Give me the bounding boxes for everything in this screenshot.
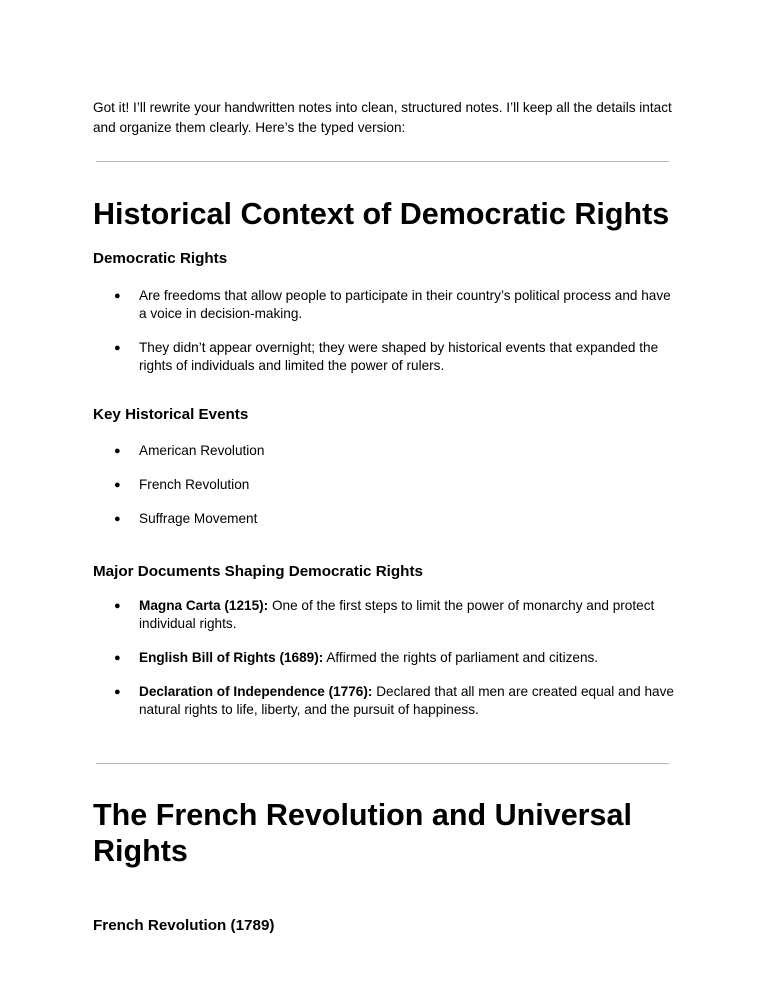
democratic-rights-list bbox=[114, 287, 674, 375]
section-title-french-revolution: The French Revolution and Universal Rights bbox=[93, 798, 632, 868]
bullet-icon: ● bbox=[114, 342, 121, 354]
section-title-historical-context: Historical Context of Democratic Rights bbox=[93, 197, 670, 231]
list-item bbox=[114, 683, 674, 719]
key-events-list bbox=[114, 442, 674, 528]
list-item-text: American Revolution bbox=[139, 443, 265, 458]
document-term: Magna Carta (1215): bbox=[139, 598, 269, 613]
bullet-icon: ● bbox=[114, 686, 121, 698]
document-description: Affirmed the rights of parliament and citizens. bbox=[323, 650, 599, 665]
bullet-icon: ● bbox=[114, 652, 121, 664]
heading-major-documents: Major Documents Shaping Democratic Rights bbox=[93, 563, 423, 580]
document-term: Declaration of Independence (1776): bbox=[139, 684, 373, 699]
section-divider bbox=[96, 763, 669, 764]
section-divider bbox=[96, 161, 669, 162]
heading-key-historical-events: Key Historical Events bbox=[93, 406, 249, 423]
document-description: One of the first steps to limit the power of monarchy and protect individual rights. bbox=[139, 598, 655, 631]
list-item bbox=[114, 442, 674, 460]
list-item bbox=[114, 339, 674, 375]
bullet-icon: ● bbox=[114, 290, 121, 302]
heading-french-revolution-1789: French Revolution (1789) bbox=[93, 917, 275, 934]
bullet-icon: ● bbox=[114, 600, 121, 612]
list-item bbox=[114, 476, 674, 494]
heading-democratic-rights: Democratic Rights bbox=[93, 250, 228, 267]
list-item bbox=[114, 597, 674, 633]
list-item bbox=[114, 287, 674, 323]
major-documents-list bbox=[114, 597, 674, 719]
list-item-text: They didn’t appear overnight; they were shaped by historical events that expanded the rights of individuals and limited the power of rulers. bbox=[139, 340, 659, 373]
bullet-icon: ● bbox=[114, 479, 121, 491]
document-description: Declared that all men are created equal and have natural rights to life, liberty, and the pursuit of happiness. bbox=[139, 684, 674, 717]
list-item-text: Suffrage Movement bbox=[139, 511, 258, 526]
intro-paragraph: Got it! I’ll rewrite your handwritten notes into clean, structured notes. I’ll keep all the details intact and organize them clearly. Here’s the typed version: bbox=[93, 100, 672, 135]
list-item-text: Are freedoms that allow people to participate in their country’s political process and have a voice in decision-making. bbox=[139, 288, 671, 321]
bullet-icon: ● bbox=[114, 513, 121, 525]
document-term: English Bill of Rights (1689): bbox=[139, 650, 324, 665]
list-item bbox=[114, 649, 674, 667]
bullet-icon: ● bbox=[114, 445, 121, 457]
list-item bbox=[114, 510, 674, 528]
list-item-text: French Revolution bbox=[139, 477, 250, 492]
